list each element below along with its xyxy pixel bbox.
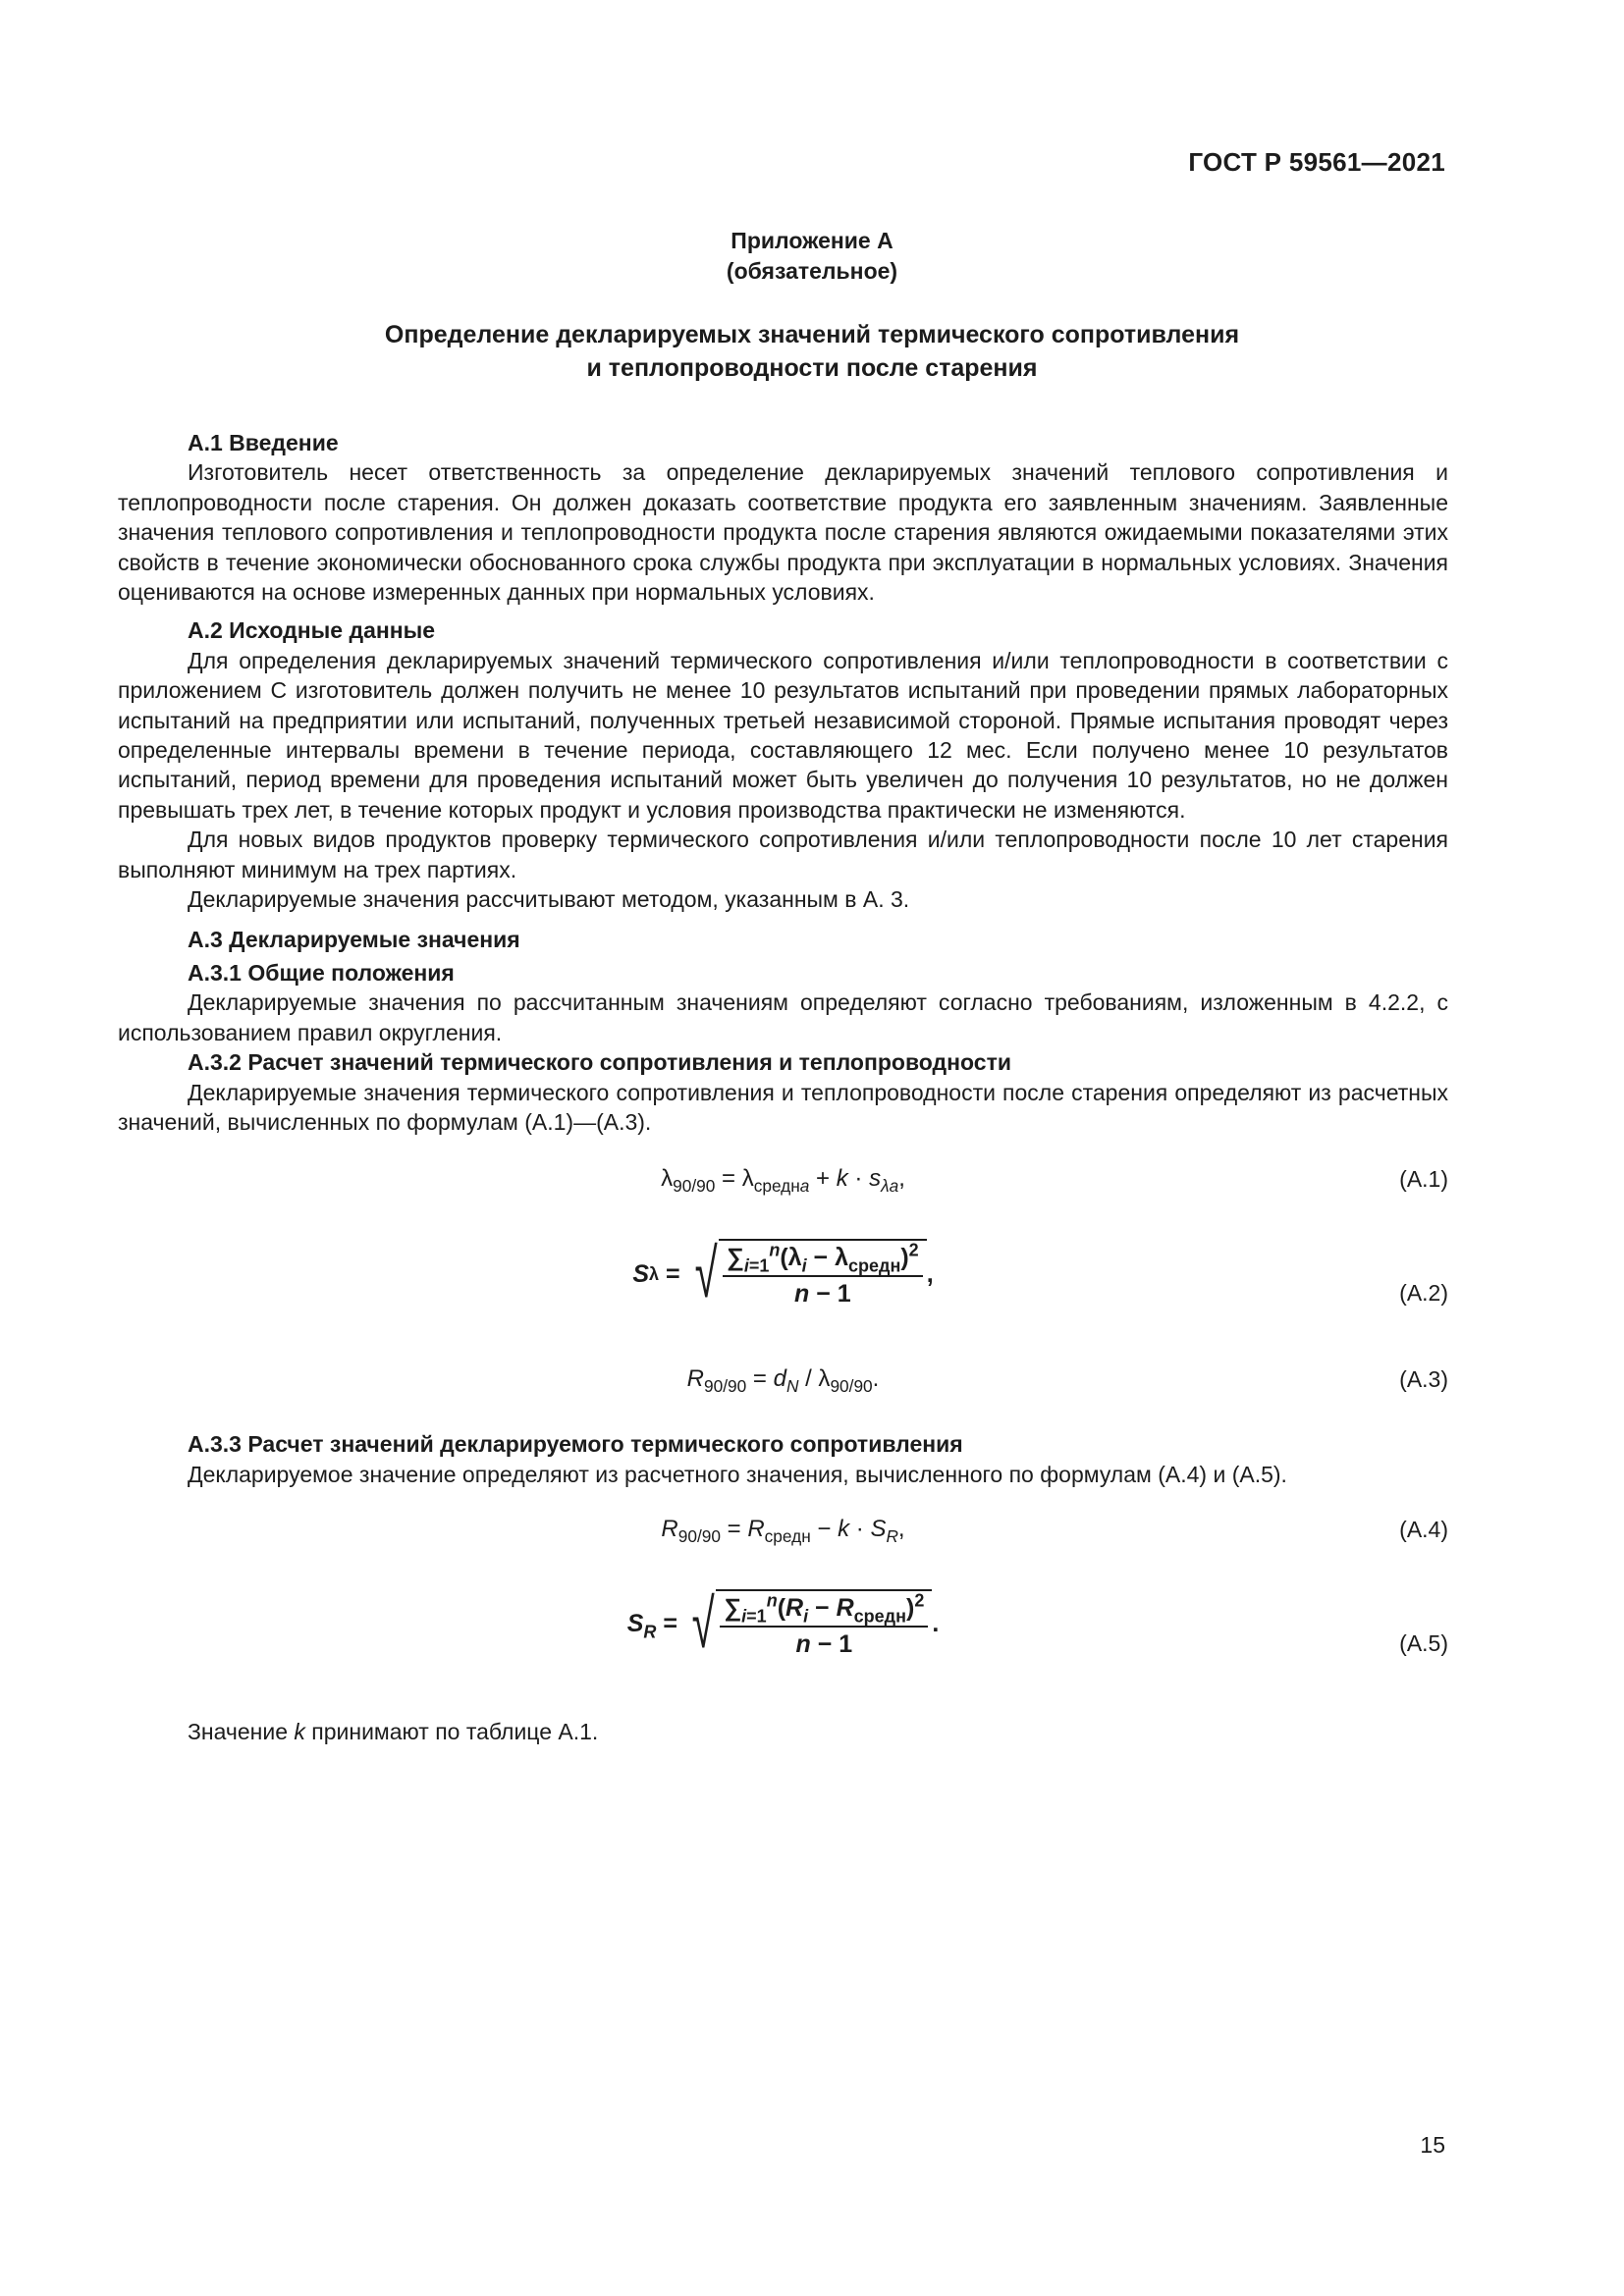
annex-status: (обязательное) — [726, 258, 898, 284]
formula-a4-expression: $R_{90/90} = R_{средн} - k \cdot S_R$, — [661, 1516, 905, 1547]
page-number: 15 — [1420, 2132, 1445, 2158]
section-heading-a2: А.2 Исходные данные — [188, 617, 436, 644]
main-title-line2: и теплопроводности после старения — [586, 354, 1038, 382]
note-k-value: Значение k принимают по таблице А.1. — [188, 1719, 599, 1745]
annex-label: Приложение А — [731, 228, 893, 253]
formula-a3 — [118, 1364, 1448, 1414]
formula-a2 — [118, 1235, 1448, 1355]
document-body — [118, 428, 1448, 1747]
paragraph-a1: Изготовитель несет ответственность за определение декларируемых значений теплового сопротивления и теплопроводности после старения. Он должен доказать соответствие продукта его заявленным значениям. Заявленные значения теплового сопротивления и теплопроводности продукта после старения являются ожидаемыми показателями этих свойств в течение экономически обоснованного срока службы продукта при эксплуатации в нормальных условиях. Значения оцениваются на основе измеренных данных при нормальных условиях. — [118, 459, 1448, 606]
paragraph-a2-1: Для определения декларируемых значений термического сопротивления и/или теплопроводности в соответствии с приложением С изготовитель должен получить не менее 10 результатов испытаний при проведении прямых лабораторных испытаний на предприятии или испытаний, полученных третьей независимой стороной. Прямые испытания проводят через определенные интервалы времени в течение периода, составляющего 12 мес. Если получено менее 10 результатов испытаний, период времени для проведения испытаний может быть увеличен до получения 10 результатов, но не должен превышать трех лет, в течение которых продукт и условия производства практически не изменяются. — [118, 647, 1448, 823]
main-title — [0, 318, 1624, 385]
formula-a1-number: (А.1) — [1399, 1166, 1448, 1193]
annex-title — [0, 226, 1624, 287]
section-heading-a32: А.3.2 Расчет значений термического сопротивления и теплопроводности — [188, 1049, 1011, 1076]
section-heading-a3: А.3 Декларируемые значения — [188, 926, 520, 952]
formula-a1 — [118, 1164, 1448, 1213]
formula-a2-number: (А.2) — [1399, 1280, 1448, 1307]
paragraph-a31: Декларируемые значения по рассчитанным значениям определяют согласно требованиям, изложенным в 4.2.2, с использованием правил округления. — [118, 989, 1448, 1045]
section-heading-a31: А.3.1 Общие положения — [188, 959, 455, 986]
paragraph-a2-3: Декларируемые значения рассчитывают методом, указанным в А. 3. — [188, 886, 910, 913]
formula-a4 — [118, 1515, 1448, 1564]
formula-a5-expression: $S_R$ = √ $\sum_{i=1}^n(R_i - R_{средн})^2$ n − 1 . — [626, 1585, 940, 1663]
paragraph-a2-2: Для новых видов продуктов проверку термического сопротивления и/или теплопроводности после 10 лет старения выполняют минимум на трех партиях. — [118, 827, 1448, 882]
section-heading-a1: А.1 Введение — [188, 430, 339, 455]
formula-a3-expression: $R_{90/90} = d_N / \lambda_{90/90}$. — [686, 1365, 880, 1397]
section-heading-a33: А.3.3 Расчет значений декларируемого термического сопротивления — [188, 1431, 963, 1458]
formula-a1-expression: $\lambda_{90/90} = \lambda_{среднa} + k \cdot s_{\lambda a}$, — [661, 1165, 905, 1197]
formula-a5-number: (А.5) — [1399, 1630, 1448, 1657]
formula-a3-number: (А.3) — [1399, 1366, 1448, 1393]
paragraph-a32: Декларируемые значения термического сопротивления и теплопроводности после старения определяют из расчетных значений, вычисленных по формулам (А.1)—(А.3). — [118, 1079, 1448, 1135]
formula-a4-number: (А.4) — [1399, 1517, 1448, 1543]
main-title-line1: Определение декларируемых значений термического сопротивления — [384, 321, 1240, 348]
formula-a5 — [118, 1585, 1448, 1705]
formula-a2-expression: S λ = √ $\sum_{i=1}^n(\lambda_i - \lambda_{средн})^2$ n − 1 , — [632, 1235, 934, 1312]
standard-code: ГОСТ Р 59561—2021 — [1188, 147, 1445, 177]
paragraph-a33: Декларируемое значение определяют из расчетного значения, вычисленного по формулам (А.4) и (А.5). — [188, 1461, 1287, 1487]
